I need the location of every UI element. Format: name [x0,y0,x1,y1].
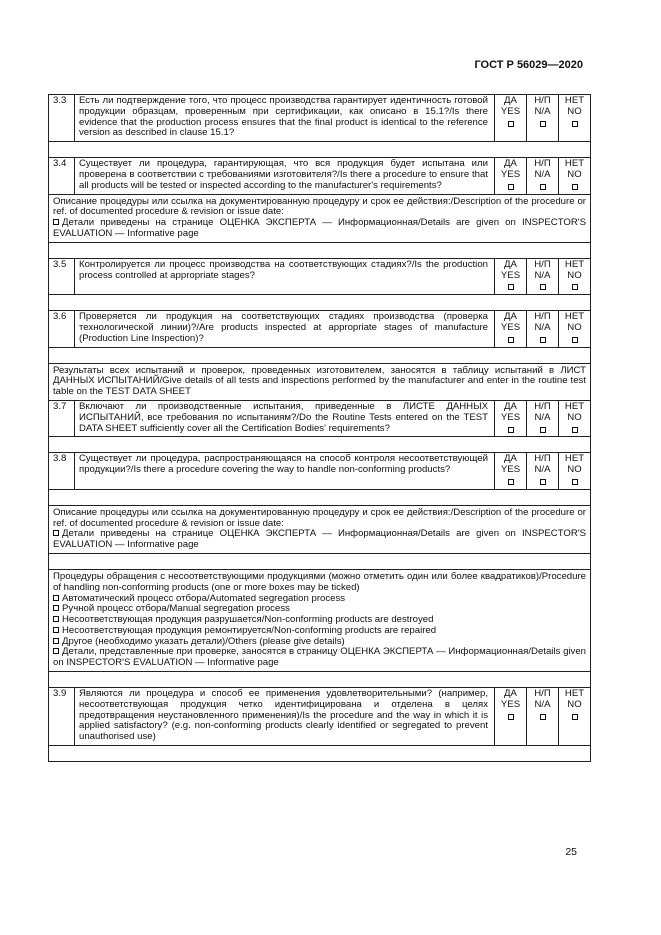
description-text: Описание процедуры или ссылка на документированную процедуру и срок ее действия:/Description of the procedure or ref. of documented procedure & revision or issue date: [53,195,586,218]
handling-option[interactable]: Ручной процесс отбора/Manual segregation process [53,604,586,615]
checklist-table [48,94,591,762]
checkbox[interactable] [508,337,514,343]
question-row [49,400,591,436]
handling-option[interactable]: Автоматический процесс отбора/Automated segregation process [53,594,586,605]
question-text: Есть ли подтверждение того, что процесс производства гарантирует идентичность готовой продукции образцам, проверенным при сертификации, как описано в 15.1?/Is there evidence that the production process ensures that the final product is identical to the reference version as described in clause 15.1? [75,95,495,142]
blank-row [49,553,591,569]
checkbox[interactable] [508,184,514,190]
handling-option[interactable]: Другое (необходимо указать детали)/Others (please give details) [53,637,586,648]
description-text: Описание процедуры или ссылка на документированную процедуру и срок ее действия:/Description of the procedure or ref. of documented procedure & revision or issue date: [53,506,586,529]
checkbox[interactable] [540,184,546,190]
question-row [49,158,591,194]
answer-no[interactable]: НЕТ NO [559,258,591,294]
answer-no[interactable]: НЕТ NO [559,158,591,194]
results-note: Результаты всех испытаний и проверок, проведенных изготовителем, заносятся в таблицу испытаний в ЛИСТ ДАННЫХ ИСПЫТАНИЙ/Give details of all tests and inspections performed by the manufacturer and enter in the routine test table on the TEST DATA SHEET [49,363,591,400]
checkbox[interactable] [540,284,546,290]
checkbox[interactable] [53,530,59,536]
description-row [49,505,591,553]
checkbox[interactable] [53,616,59,622]
question-number: 3.4 [49,158,75,194]
answer-na[interactable]: Н/П N/A [527,95,559,142]
question-text: Существует ли процедура, гарантирующая, что вся продукция будет испытана или проверена в соответствии с требованиями изготовителя?/Is there a procedure to ensure that all products will be tested or inspected according to the manufacturer's requirements? [75,158,495,194]
answer-na[interactable]: Н/П N/A [527,158,559,194]
checkbox[interactable] [540,337,546,343]
checkbox[interactable] [572,427,578,433]
question-text: Контролируется ли процесс производства на соответствующих стадиях?/Is the production process controlled at appropriate stages? [75,258,495,294]
question-text: Проверяется ли продукция на соответствующих стадиях производства (проверка технологической линии)?/Are products inspected at appropriate stages of manufacture (Production Line Inspection)? [75,311,495,347]
blank-row [49,242,591,258]
answer-na[interactable]: Н/П N/A [527,400,559,436]
standard-number: ГОСТ Р 56029—2020 [474,59,583,71]
answer-no[interactable]: НЕТ NO [559,453,591,489]
handling-option[interactable]: Детали, представленные при проверке, заносятся в страницу ОЦЕНКА ЭКСПЕРТА — Информационная/Details given on INSPECTOR'S EVALUATION — Informative page [53,646,586,669]
checkbox[interactable] [53,605,59,611]
checkbox[interactable] [53,595,59,601]
checkbox[interactable] [53,219,59,225]
question-number: 3.6 [49,311,75,347]
checkbox[interactable] [508,427,514,433]
checkbox[interactable] [53,648,59,654]
question-text: Существует ли процедура, распространяющаяся на способ контроля несоответствующей продукции?/Is there a procedure covering the way to handle non-conforming products? [75,453,495,489]
blank-row [49,746,591,762]
details-text: Детали приведены на странице ОЦЕНКА ЭКСПЕРТА — Информационная/Details are given on INSPECTOR'S EVALUATION — Informative page [53,528,586,551]
answer-no[interactable]: НЕТ NO [559,400,591,436]
blank-row [49,672,591,688]
answer-no[interactable]: НЕТ NO [559,311,591,347]
blank-row [49,489,591,505]
checkbox[interactable] [508,479,514,485]
page-number: 25 [565,846,577,858]
checkbox[interactable] [540,121,546,127]
checkbox[interactable] [540,714,546,720]
results-note-row [49,363,591,400]
answer-yes[interactable]: ДА YES [495,311,527,347]
handling-option[interactable]: Несоответствующая продукция ремонтируется/Non-conforming products are repaired [53,626,586,637]
question-row [49,688,591,746]
question-number: 3.9 [49,688,75,746]
blank-row [49,437,591,453]
answer-na[interactable]: Н/П N/A [527,688,559,746]
checkbox[interactable] [53,638,59,644]
checkbox[interactable] [540,479,546,485]
answer-na[interactable]: Н/П N/A [527,453,559,489]
answer-no[interactable]: НЕТ NO [559,688,591,746]
answer-na[interactable]: Н/П N/A [527,258,559,294]
checkbox[interactable] [53,627,59,633]
answer-yes[interactable]: ДА YES [495,400,527,436]
handling-intro: Процедуры обращения с несоответствующими продукциями (можно отметить один или более квадратиков)/Procedure of handling non-conforming products (one or more boxes may be ticked) [53,570,586,593]
blank-row [49,142,591,158]
checkbox[interactable] [572,337,578,343]
question-row [49,311,591,347]
answer-yes[interactable]: ДА YES [495,688,527,746]
question-number: 3.3 [49,95,75,142]
question-row [49,453,591,489]
question-row [49,95,591,142]
handling-option[interactable]: Несоответствующая продукция разрушается/Non-conforming products are destroyed [53,615,586,626]
blank-row [49,347,591,363]
checkbox[interactable] [508,714,514,720]
question-number: 3.5 [49,258,75,294]
question-text: Включают ли производственные испытания, приведенные в ЛИСТЕ ДАННЫХ ИСПЫТАНИЙ, все требования по испытаниям?/Do the Routine Tests entered on the TEST DATA SHEET sufficiently cover all the Certification Bodies' requirements? [75,400,495,436]
checkbox[interactable] [540,427,546,433]
answer-yes[interactable]: ДА YES [495,453,527,489]
checkbox[interactable] [572,479,578,485]
answer-yes[interactable]: ДА YES [495,158,527,194]
description-row [49,194,591,242]
question-number: 3.8 [49,453,75,489]
checkbox[interactable] [572,121,578,127]
answer-yes[interactable]: ДА YES [495,258,527,294]
checkbox[interactable] [572,284,578,290]
answer-yes[interactable]: ДА YES [495,95,527,142]
handling-row [49,569,591,671]
question-number: 3.7 [49,400,75,436]
checkbox[interactable] [508,121,514,127]
answer-na[interactable]: Н/П N/A [527,311,559,347]
checkbox[interactable] [508,284,514,290]
checkbox[interactable] [572,714,578,720]
checkbox[interactable] [572,184,578,190]
question-row [49,258,591,294]
blank-row [49,295,591,311]
details-text: Детали приведены на странице ОЦЕНКА ЭКСПЕРТА — Информационная/Details are given on INSPECTOR'S EVALUATION — Informative page [53,217,586,239]
question-text: Являются ли процедура и способ ее применения удовлетворительными? (например, несоответствующая продукция четко идентифицирована и отделена в целях предотвращения неустановленного применения)/Is the procedure and the way in which it is applied satisfactory? (e.g. non-conforming products clearly identified or segregated to prevent unauthorised use) [75,688,495,746]
answer-no[interactable]: НЕТ NO [559,95,591,142]
